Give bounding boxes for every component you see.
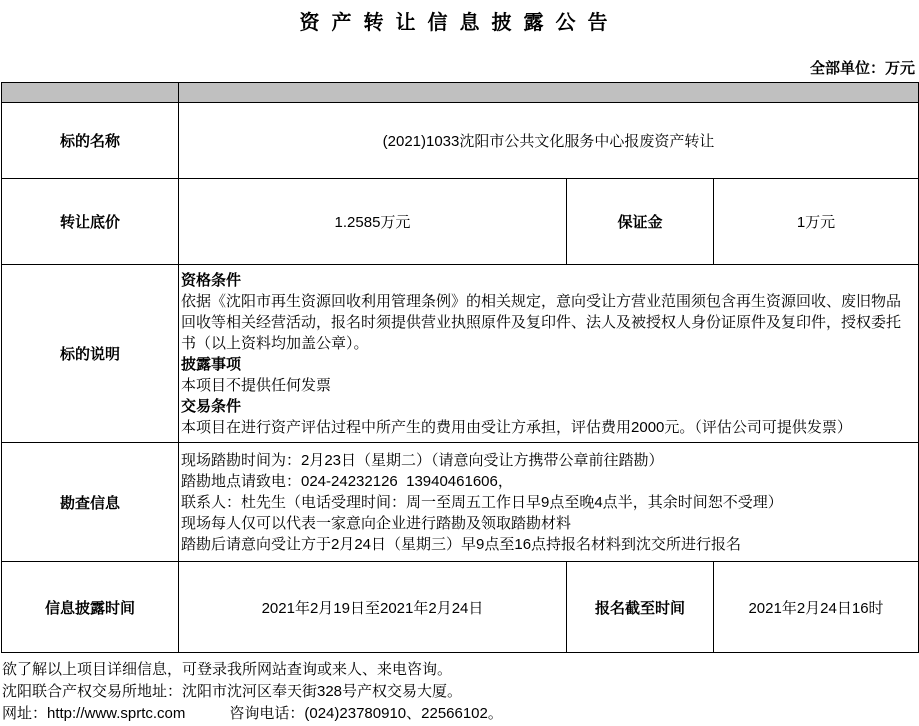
cell-line: 交易条件 <box>181 397 242 415</box>
registration-deadline-value: 2021年2月24日16时 <box>714 562 919 653</box>
disclosure-period-label: 信息披露时间 <box>2 562 179 653</box>
row-subject-name <box>2 103 919 179</box>
cell-line: 踏勘地点请致电：024-24232126 13940461606， <box>181 472 513 490</box>
registration-deadline-label: 报名截至时间 <box>567 562 714 653</box>
header-cell-left <box>2 83 179 103</box>
base-price-value: 1.2585万元 <box>179 179 567 265</box>
cell-line: 现场踏勘时间为：2月23日（星期二）（请意向受让方携带公章前往踏勘） <box>181 451 664 469</box>
row-price-deposit <box>2 179 919 265</box>
cell-line: 资格条件 <box>181 271 242 289</box>
cell-line: 依据《沈阳市再生资源回收利用管理条例》的相关规定，意向受让方营业范围须包含再生资源回收、废旧物品回收等相关经营活动，报名时须提供营业执照原件及复印件、法人及被授权人身份证原件及复印件，授权委托书（以上资料均加盖公章）。 <box>181 292 902 352</box>
deposit-label: 保证金 <box>567 179 714 265</box>
subject-name-label: 标的名称 <box>2 103 179 179</box>
cell-line: 本项目不提供任何发票 <box>181 376 332 394</box>
cell-line: 联系人：杜先生（电话受理时间：周一至周五工作日早9点至晚4点半，其余时间恕不受理） <box>181 493 783 511</box>
survey-info-value <box>179 443 919 562</box>
base-price-label: 转让底价 <box>2 179 179 265</box>
footer-line-contact <box>2 703 919 725</box>
cell-line: 现场每人仅可以代表一家意向企业进行踏勘及领取踏勘材料 <box>181 514 572 532</box>
table-header-row <box>2 83 919 103</box>
header-cell-right <box>179 83 919 103</box>
deposit-value: 1万元 <box>714 179 919 265</box>
survey-info-label: 勘查信息 <box>2 443 179 562</box>
cell-line: 本项目在进行资产评估过程中所产生的费用由受让方承担，评估费用2000元。（评估公司可提供发票） <box>181 418 852 436</box>
page-title: 资产转让信息披露公告 <box>299 12 620 34</box>
subject-name-value: (2021)1033沈阳市公共文化服务中心报废资产转让 <box>179 103 919 179</box>
subject-desc-value <box>179 265 919 443</box>
footer <box>0 659 919 725</box>
cell-line: 踏勘后请意向受让方于2月24日（星期三）早9点至16点持报名材料到沈交所进行报名 <box>181 535 742 553</box>
subject-desc-label: 标的说明 <box>2 265 179 443</box>
footer-line-info: 欲了解以上项目详细信息，可登录我所网站查询或来人、来电咨询。 <box>2 661 453 678</box>
disclosure-table <box>1 82 919 653</box>
row-survey-info <box>2 443 919 562</box>
row-disclosure-times <box>2 562 919 653</box>
footer-website: 网址：http://www.sprtc.com <box>2 705 186 722</box>
unit-note: 全部单位：万元 <box>809 60 915 77</box>
footer-line-address: 沈阳联合产权交易所地址：沈阳市沈河区奉天街328号产权交易大厦。 <box>2 683 463 700</box>
footer-phone: 咨询电话：(024)23780910、22566102。 <box>229 705 503 722</box>
row-subject-desc <box>2 265 919 443</box>
disclosure-period-value: 2021年2月19日至2021年2月24日 <box>179 562 567 653</box>
cell-line: 披露事项 <box>181 355 242 373</box>
